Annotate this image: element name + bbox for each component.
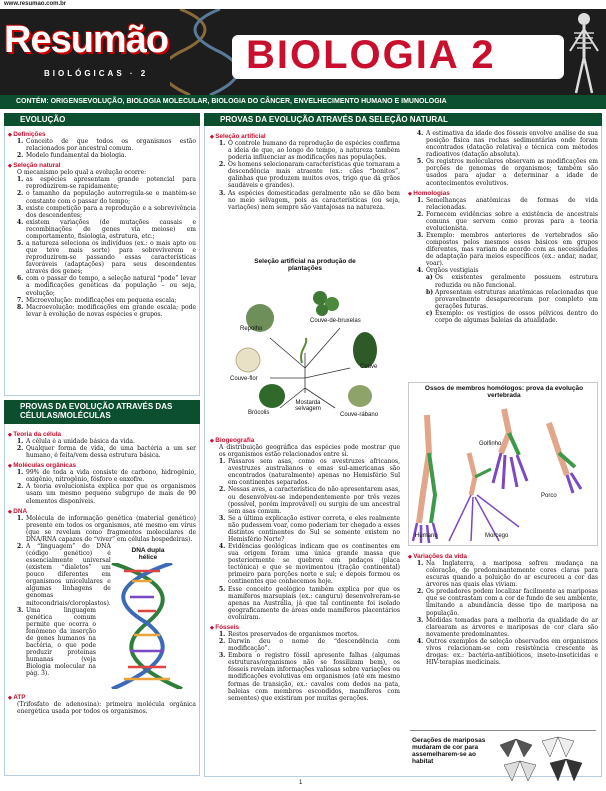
list-item: 1. Conceito de que todos os organismos estão relacionados por ancestral comum.	[17, 138, 196, 153]
list-item: 3. Medidas tomadas para a melhoria da qualidade do ar clarearam as árvores e mariposas de cor clara são novamente predominantes.	[417, 616, 598, 638]
list-item: 1. Pássaros sem asas, como os avestruzes africanos, avestruzes australianos e emas sul-americanas são encontrados (naturalmente) apenas no Hemisfério Sul em continentes separados.	[219, 458, 400, 487]
plants-figure	[210, 258, 400, 430]
list-item: 3. Embora o registro fóssil apresente falhas (algumas estruturas/organismos não se fossilizam bem), os fósseis revelam informações valiosas sobre variações ou modificações evolutivas em organismos (até em mesmo formas de transição, ex.: cavalos com dedos na pata, baleias com membros escondidos, mamíferos com sementes) que existiram por muitas gerações.	[219, 652, 400, 702]
biogeografia-heading: ◆ Biogeografia	[210, 437, 400, 444]
selecao-natural-heading: ◆ Seleção natural	[8, 162, 196, 169]
brand-subtitle: BIOLÓGICAS · 2	[44, 69, 149, 78]
homologous-bones-icon	[409, 403, 598, 545]
moths-caption: Gerações de mariposas mudaram de cor para assemelharem-se ao habitat	[412, 737, 486, 765]
fosseis-homologias-text	[408, 130, 598, 378]
dna-figure	[96, 543, 194, 691]
list-item: 4. existem variações (de mutações causais e recombinações de genes via meiose) em comportamento, fisiologia, estrutura, etc.;	[17, 218, 196, 240]
celulas-content	[8, 428, 196, 774]
plant-label: Couve-rábano	[340, 412, 379, 418]
biogeografia-text	[210, 434, 400, 774]
plants-figure-title: Seleção artificial na produção de plantações	[254, 258, 356, 272]
celulas-title: PROVAS DA EVOLUÇÃO ATRAVÉS DAS CÉLULAS/MOLÉCULAS	[4, 400, 200, 424]
list-item: 3. As espécies domesticadas geralmente não se dão bem no meio selvagem, pois as características (ou seja, variações) nem sempre são vantajosas na natureza.	[219, 189, 400, 211]
dna-figure-title: DNA dupla hélice	[131, 546, 165, 561]
homologias-heading: ◆ Homologias	[408, 190, 598, 197]
plant-label: Couve	[360, 364, 378, 370]
variacoes-heading: ◆ Variações da vida	[408, 553, 598, 560]
list-item: 2. A teoria evolucionista explica por que os organismos usam um mesmo pequeno subgrupo de mais de 90 elementos disponíveis.	[17, 483, 196, 505]
bones-figure-title: Ossos de membros homólogos: prova da evolução vertebrada	[424, 385, 584, 399]
list-item: 2. Fornecem evidências sobre a existência de ancestrais comuns que servem como provas para a teoria evolucionista.	[417, 210, 598, 232]
fosseis-heading: ◆ Fósseis	[210, 624, 400, 631]
atp-heading: ◆ ATP	[8, 694, 196, 701]
list-item: 1. O controle humano da reprodução de espécies confirma a ideia de que, ao longo do tempo, a natureza também poderia influenciar as modificações nas populações.	[219, 140, 400, 162]
dna-row	[8, 543, 196, 691]
list-item: 4. Evidências geológicas indicam que os continentes em sua origem foram uma única grande massa que posteriormente se quebrou em pedaços (placa tectônica) e que se movimentou (tração continental) primeiro para porções norte e sul; e depois formou os continentes que conhecemos hoje.	[219, 543, 400, 586]
list-item: 2. Qualquer forma de vida, de uma bactéria a um ser humano, é feita/vem dessa estrutura básica.	[17, 445, 196, 460]
page-title: BIOLOGIA 2	[246, 33, 496, 77]
list-item: 1. Na Inglaterra, a mariposa sofreu mudança na coloração, de predominantemente cores claras para escuras quando a poluição do ar escureceu a cor das árvores nas quais elas viviam.	[417, 560, 598, 589]
bone-label: Golfinho	[479, 441, 502, 447]
moths-figure	[410, 730, 596, 785]
list-item: 5. a natureza seleciona os indivíduos (ex.: o mais apto ou que teve mais sorte) para sobreviverem e reproduzirem-se passando essas características favoráveis (adaptações) para seus descendentes através dos genes;	[17, 240, 196, 276]
header-banner	[0, 9, 606, 95]
evolucao-title: EVOLUÇÃO	[4, 113, 200, 126]
bones-figure	[408, 382, 598, 546]
dna-heading: ◆ DNA	[8, 508, 196, 515]
list-item: 4. A estimativa da idade dos fósseis envolve análise de sua posição física nas rochas sedimentárias onde foram encontrados (datação relativa) e técnica com métodos radioativos (datação absoluta).	[417, 130, 598, 159]
variacoes-text	[408, 550, 598, 728]
plant-label: Repolho	[240, 326, 263, 332]
skeleton-icon	[566, 11, 602, 95]
bone-label: Humano	[415, 533, 438, 539]
list-item: 6. com o passar do tempo, a seleção natural “pode” levar a modificações genéticas da população – ou seja, evolução;	[17, 275, 196, 297]
list-item: 2. o tamanho da população autorregula-se e mantém-se constante com o passar do tempo;	[17, 190, 196, 205]
plant-label: Mostarda selvagem	[295, 400, 321, 412]
list-item: b) Apresentam estruturas anatômicas relacionadas que provavelmente desapareceram por completo em gerações futuras.	[426, 288, 598, 310]
list-item: 3. Uma linguagem genética comum permite que ocorra o fenômeno da inserção de genes humanos na bactéria, o que pode produzir proteínas humanas (veja Biologia molecular na pág. 3).	[17, 606, 96, 678]
list-item: 3. Exemplo: membros anteriores de vertebrados são compostos pelos mesmos ossos básicos em grupos diferentes, mas variam de acordo com as necessidades de adaptação para meios específicos (ex.: andar, nadar, voar).	[417, 232, 598, 268]
list-item: 3. Se a última explicação estiver correta, e eles realmente não pudessem voar, como poderiam ter chegado a esses distintos continentes do Sul se somente existem no Hemisfério Norte?	[219, 514, 400, 544]
evolucao-content	[8, 128, 196, 394]
list-item: 7. Microevolução: modificações em pequena escala;	[17, 296, 177, 304]
list-item: 2. Modelo fundamental da biologia.	[17, 152, 127, 160]
list-item: 2. Darwin deu o nome de “descendência com modificação”.	[219, 638, 400, 653]
moths-icon	[490, 735, 594, 783]
bone-label: Porco	[541, 493, 557, 499]
list-item: 1. 99% de toda a vida consiste de carbono, hidrogênio, oxigênio, nitrogênio, fósforo e enxofre.	[17, 469, 196, 484]
moleculas-heading: ◆ Moléculas orgânicas	[8, 462, 196, 469]
list-item: 8. Macroevolução: modificações em grande escala; pode levar à evolução de novas espécies e grupos.	[17, 303, 196, 318]
dna-text	[8, 542, 111, 691]
list-item: 4. Outros exemplos de seleção observados em organismos vivos relacionam-se com resistência crescente às drogas: ex.: bactéria-antibióticos, inseto-inseticidas e HIV-terapias medicinais.	[417, 637, 598, 667]
biogeografia-intro: A distribuição geográfica das espécies pode mostrar que os organismos estão relacionados entre si.	[219, 444, 400, 459]
list-item: 1. A célula é a unidade básica da vida.	[17, 438, 135, 445]
bone-label: Morcego	[485, 533, 509, 539]
site-url: www.resumao.com.br	[4, 1, 67, 7]
selecao-artificial-text	[210, 130, 400, 255]
definicoes-heading: ◆ Definições	[8, 131, 196, 138]
plant-label: Couve-de-bruxelas	[310, 318, 361, 324]
dna-helix-icon	[170, 9, 240, 95]
dna-double-helix-icon	[102, 563, 192, 689]
contents-bar: CONTÉM: ORIGENSEVOLUÇÃO, BIOLOGIA MOLECULAR, BIOLOGIA DO CÂNCER, ENVELHECIMENTO HUMANO E IMUNOLOGIA	[0, 95, 606, 109]
definicoes-list	[8, 138, 196, 159]
plant-label: Brócolis	[248, 410, 270, 416]
list-item: 5. Esse conceito geológico também explica por que os mamíferos marsupiais (ex.: canguru) desenvolveram-se apenas na Austrália, já que tal continente foi isolado geograficamente de áreas onde mamíferos placentários evoluíram.	[219, 585, 400, 621]
atp-text: (Trifosfato de adenosina): primeira molécula orgânica energética usada por todos os organismos.	[17, 700, 196, 716]
list-item: c) Exemplo: os vestígios de ossos pélvicos dentro do corpo de algumas baleias da atualidade.	[426, 309, 598, 324]
list-item: 2. Os predadores podem localizar facilmente as mariposas que se contrastam com a cor de fundo de seu ambiente, limitando a abundância desse tipo de mariposa na população.	[417, 588, 598, 617]
list-item: 1. Restos preservados de organismos mortos.	[219, 630, 359, 638]
brand-logo	[4, 13, 170, 89]
brand-name: Resumão	[4, 19, 169, 61]
selecao-natural-intro: O mecanismo pelo qual a evolução ocorre:	[17, 169, 147, 177]
list-item: 5. Os registros moleculares observam as modificações em porções de genomas de organismos; também são usados para ajudar a determinar a idade de acontecimentos evolutivos.	[417, 158, 598, 187]
plant-label: Couve-flor	[230, 376, 258, 382]
selecao-title: PROVAS DA EVOLUÇÃO ATRAVÉS DA SELEÇÃO NATURAL	[204, 113, 602, 126]
list-item: 2. A “linguagem” do DNA (código genético) é essencialmente universal (existem “dialetos” um pouco diferentes em organismos unicelulares e algumas linhagens de genomas mitocondriais/cloroplastos).	[17, 542, 111, 607]
page-number: 1	[299, 780, 303, 786]
list-item: 3. existe competição para a reprodução e a sobrevivência dos descendentes;	[17, 204, 196, 219]
list-item: 2. Nessas aves, a característica de não apresentarem asas, ou desenvolveu-se independentemente por três vezes (possível, porém improvável) ou surgiu de um ancestral sem asas comum.	[219, 486, 400, 515]
list-item: 1. as espécies apresentam grande potencial para reproduzirem-se rapidamente;	[17, 176, 196, 191]
list-item: 4. Órgãos vestigiais	[417, 267, 479, 275]
teoria-celula-heading: ◆ Teoria da célula	[8, 431, 196, 438]
selecao-natural-list	[8, 176, 196, 318]
list-item: 2. Os homens selecionaram características que tornaram a descendência mais atraente (ex.: cães “bonitos”, galinhas que produzem muitos ovos, trigo que dá grãos saudáveis e grandes).	[219, 161, 400, 190]
selecao-artificial-heading: ◆ Seleção artificial	[210, 133, 400, 140]
list-item: 1. Semelhanças anatômicas de formas de vida relacionadas.	[417, 196, 598, 211]
list-item: a) Os existentes geralmente possuem estrutura reduzida ou não funcional.	[426, 274, 598, 289]
list-item: 1. Molécula de informação genética (material genético) presente em todos os organismos, até mesmo em vírus (que se revelam como fragmentos moleculares de DNA/RNA capazes de “viver” em células hospedeiras).	[17, 514, 196, 543]
